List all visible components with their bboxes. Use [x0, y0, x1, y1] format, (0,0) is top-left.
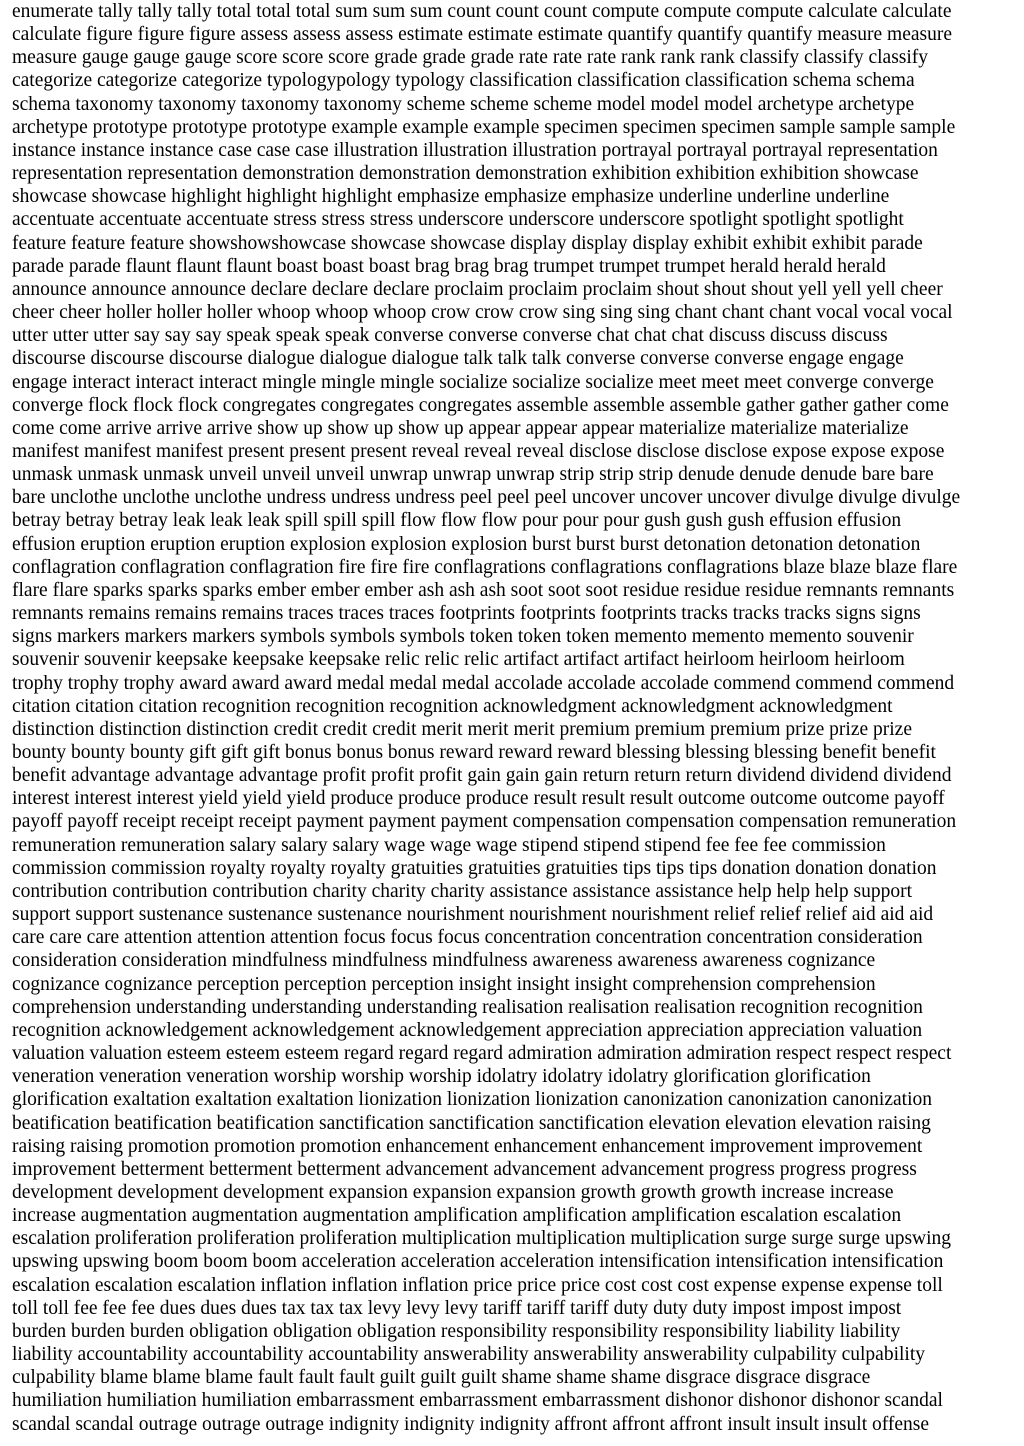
text-line: escalation escalation escalation inflation inflation inflation price price price cost cost cost expense expense expense toll: [12, 1274, 943, 1296]
text-line: recognition acknowledgement acknowledgement acknowledgement appreciation appreciation appreciation valuation: [12, 1019, 923, 1041]
text-line: development development development expansion expansion expansion growth growth growth increase increase: [12, 1181, 894, 1203]
text-line: discourse discourse discourse dialogue dialogue dialogue talk talk talk converse converse converse engage engage: [12, 348, 904, 370]
text-line: enumerate tally tally tally total total total sum sum sum count count count compute compute compute calculate calculate: [12, 1, 952, 22]
text-line: representation representation demonstration demonstration demonstration exhibition exhibition exhibition showcase: [12, 163, 919, 185]
text-line: remuneration remuneration salary salary salary wage wage wage stipend stipend stipend fee fee fee commission: [12, 834, 886, 856]
text-line: consideration consideration mindfulness mindfulness mindfulness awareness awareness awareness cognizance: [12, 950, 876, 972]
text-line: announce announce announce declare declare declare proclaim proclaim proclaim shout shout shout yell yell yell cheer: [12, 278, 943, 300]
text-line: categorize categorize categorize typologypology typology classification classification classification schema schema: [12, 70, 915, 92]
text-line: commission commission royalty royalty royalty gratuities gratuities gratuities tips tips tips donation donation donation: [12, 857, 937, 879]
text-line: burden burden burden obligation obligation obligation responsibility responsibility responsibility liability liability: [12, 1320, 901, 1342]
text-line: upswing upswing boom boom boom acceleration acceleration acceleration intensification intensification intensification: [12, 1251, 944, 1273]
text-line: archetype prototype prototype prototype example example example specimen specimen specimen sample sample sample: [12, 116, 956, 138]
text-line: toll toll fee fee fee dues dues dues tax tax tax levy levy levy tariff tariff tariff duty duty duty impost impost impost: [12, 1297, 902, 1319]
text-line: utter utter utter say say say speak speak speak converse converse converse chat chat chat discuss discuss discuss: [12, 325, 888, 347]
text-line: engage interact interact interact mingle mingle mingle socialize socialize socialize meet meet meet converge converge: [12, 371, 934, 393]
text-line: culpability blame blame blame fault fault fault guilt guilt guilt shame shame shame disgrace disgrace disgrace: [12, 1367, 871, 1389]
text-line: come come arrive arrive arrive show up show up show up appear appear appear materialize materialize materialize: [12, 417, 909, 439]
text-line: parade parade flaunt flaunt flaunt boast boast boast brag brag brag trumpet trumpet trumpet herald herald herald: [12, 255, 886, 277]
text-line: beatification beatification beatification sanctification sanctification sanctification elevation elevation elevation raising: [12, 1112, 931, 1134]
text-line: care care care attention attention attention focus focus focus concentration concentration concentration consideration: [12, 927, 923, 949]
text-line: instance instance instance case case case illustration illustration illustration portrayal portrayal portrayal representation: [12, 139, 938, 161]
text-line: converge flock flock flock congregates congregates congregates assemble assemble assemble gather gather gather come: [12, 394, 949, 416]
text-line: improvement betterment betterment betterment advancement advancement advancement progress progress progress: [12, 1158, 917, 1180]
text-line: unmask unmask unmask unveil unveil unveil unwrap unwrap unwrap strip strip strip denude denude denude bare bare: [12, 464, 934, 486]
text-line: conflagration conflagration conflagration fire fire fire conflagrations conflagrations conflagrations blaze blaze blaze flare: [12, 556, 958, 578]
text-line: raising raising promotion promotion promotion enhancement enhancement enhancement improvement improvement: [12, 1135, 923, 1157]
text-line: bare unclothe unclothe unclothe undress undress undress peel peel peel uncover uncover uncover divulge divulge divulge: [12, 487, 961, 509]
text-line: feature feature feature showshowshowcase showcase showcase display display display exhibit exhibit exhibit parade: [12, 232, 923, 254]
text-line: escalation proliferation proliferation proliferation multiplication multiplication multiplication surge surge surge upswing: [12, 1228, 952, 1250]
text-line: cheer cheer holler holler holler whoop whoop whoop crow crow crow sing sing sing chant chant chant vocal vocal vocal: [12, 302, 953, 324]
text-line: schema taxonomy taxonomy taxonomy taxonomy scheme scheme scheme model model model archetype archetype: [12, 93, 915, 115]
text-line: benefit advantage advantage advantage profit profit profit gain gain gain return return return dividend dividend dividend: [12, 765, 952, 787]
text-line: scandal scandal outrage outrage outrage indignity indignity indignity affront affront affront insult insult insult offense: [12, 1413, 930, 1435]
text-line: souvenir souvenir keepsake keepsake keepsake relic relic relic artifact artifact artifact heirloom heirloom heirloom: [12, 649, 905, 671]
text-line: flare flare sparks sparks sparks ember ember ember ash ash ash soot soot soot residue residue residue remnants remnants: [12, 579, 955, 601]
text-line: payoff payoff receipt receipt receipt payment payment payment compensation compensation compensation remuneration: [12, 811, 957, 833]
text-line: veneration veneration veneration worship worship worship idolatry idolatry idolatry glorification glorification: [12, 1066, 871, 1088]
text-line: calculate figure figure figure assess assess assess estimate estimate estimate quantify quantify quantify measure measure: [12, 24, 953, 46]
text-line: effusion eruption eruption eruption explosion explosion explosion burst burst burst detonation detonation detonation: [12, 533, 921, 555]
text-line: trophy trophy trophy award award award medal medal medal accolade accolade accolade commend commend commend: [12, 672, 955, 694]
text-line: accentuate accentuate accentuate stress stress stress underscore underscore underscore spotlight spotlight spotlight: [12, 209, 904, 231]
text-line: liability accountability accountability accountability answerability answerability answerability culpability culpability: [12, 1344, 925, 1366]
text-line: remnants remains remains remains traces traces traces footprints footprints footprints tracks tracks tracks signs signs: [12, 603, 921, 625]
text-line: contribution contribution contribution charity charity charity assistance assistance assistance help help help support: [12, 880, 913, 902]
text-line: signs markers markers markers symbols symbols symbols token token token memento memento memento souvenir: [12, 626, 914, 648]
text-line: glorification exaltation exaltation exaltation lionization lionization lionization canonization canonization canonization: [12, 1089, 932, 1111]
text-line: showcase showcase highlight highlight highlight emphasize emphasize emphasize underline underline underline: [12, 186, 890, 208]
text-line: measure gauge gauge gauge score score score grade grade grade rate rate rate rank rank rank classify classify classify: [12, 47, 929, 69]
text-line: comprehension understanding understanding understanding realisation realisation realisation recognition recognition: [12, 996, 923, 1018]
text-line: manifest manifest manifest present present present reveal reveal reveal disclose disclose disclose expose expose expose: [12, 440, 945, 462]
text-line: increase augmentation augmentation augmentation amplification amplification amplification escalation escalation: [12, 1205, 902, 1227]
text-line: betray betray betray leak leak leak spill spill spill flow flow flow pour pour pour gush gush gush effusion effusion: [12, 510, 902, 532]
text-line: support support sustenance sustenance sustenance nourishment nourishment nourishment relief relief relief aid aid aid: [12, 904, 934, 926]
text-line: valuation valuation esteem esteem esteem regard regard regard admiration admiration admiration respect respect respect: [12, 1043, 952, 1065]
text-line: bounty bounty bounty gift gift gift bonus bonus bonus reward reward reward blessing blessing blessing benefit benefit: [12, 742, 936, 763]
text-line: cognizance cognizance perception perception perception insight insight insight comprehension comprehension: [12, 973, 876, 995]
text-line: distinction distinction distinction credit credit credit merit merit merit premium premium premium prize prize prize: [12, 718, 912, 740]
text-line: humiliation humiliation humiliation embarrassment embarrassment embarrassment dishonor dishonor dishonor scandal: [12, 1390, 943, 1412]
text-line: interest interest interest yield yield yield produce produce produce result result result outcome outcome outcome payoff: [12, 788, 945, 810]
text-line: citation citation citation recognition recognition recognition acknowledgment acknowledgment acknowledgment: [12, 695, 893, 717]
